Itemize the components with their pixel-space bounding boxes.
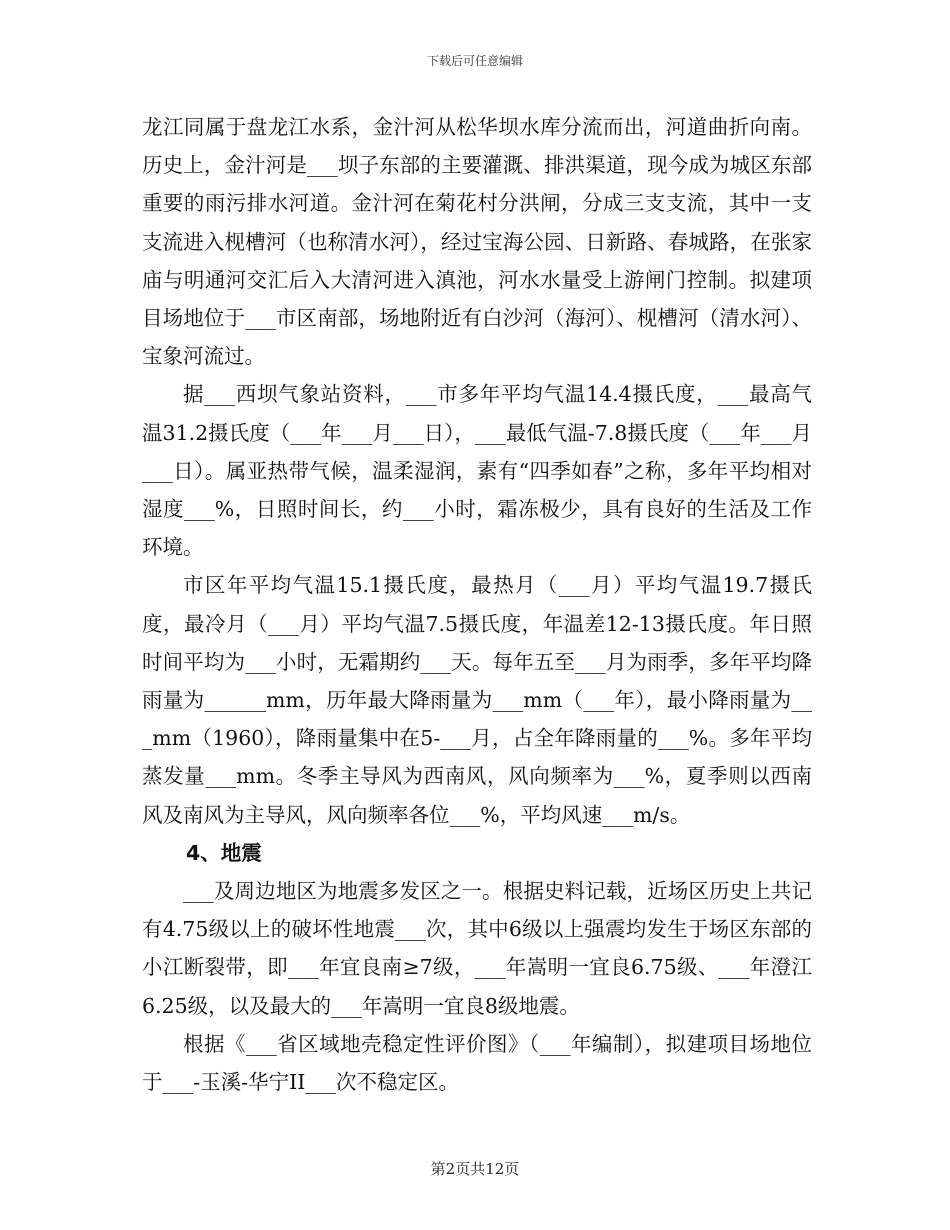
paragraph-earthquake-history: ___及周边地区为地震多发区之一。根据史料记载，近场区历史上共记有4.75级以上的破坏性地震___次，其中6级以上强震均发生于场区东部的小江断裂带，即___年宜良南≥7级，___年嵩明一宜良6.75级、___年澄江6.25级，以及最大的___年嵩明一宜良8级地震。 (142, 879, 812, 1018)
page-number-footer: 第2页共12页 (430, 1160, 520, 1178)
section-heading-earthquake: 4、地震 (186, 840, 262, 865)
header-edit-note: 下载后可任意编辑 (426, 54, 523, 68)
paragraph-crust-stability: 根据《___省区域地壳稳定性评价图》（___年编制），拟建项目场地位于___-玉溪-华宁II___次不稳定区。 (142, 1031, 812, 1095)
paragraph-river-system: 龙江同属于盘龙江水系，金汁河从松华坝水库分流而出，河道曲折向南。历史上，金汁河是___坝子东部的主要灌溉、排洪渠道，现今成为城区东部重要的雨污排水河道。金汁河在菊花村分洪闸，分成三支支流，其中一支支流进入枧槽河（也称清水河），经过宝海公园、日新路、春城路，在张家庙与明通河交汇后入大清河进入滇池，河水水量受上游闸门控制。拟建项目场地位于___市区南部，场地附近有白沙河（海河）、枧槽河（清水河）、宝象河流过。 (142, 115, 812, 369)
paragraph-climate-station: 据___西坝气象站资料，___市多年平均气温14.4摄氏度，___最高气温31.2摄氏度（___年___月___日），___最低气温-7.8摄氏度（___年___月___日）。属亚热带气候，温柔湿润，素有“四季如春”之称，多年平均相对湿度___%，日照时间长，约___小时，霜冻极少，具有良好的生活及工作环境。 (142, 382, 812, 560)
document-body (142, 108, 812, 1101)
paragraph-city-climate: 市区年平均气温15.1摄氏度，最热月（___月）平均气温19.7摄氏度，最冷月（___月）平均气温7.5摄氏度，年温差12-13摄氏度。年日照时间平均为___小时，无霜期约___天。每年五至___月为雨季，多年平均降雨量为______mm，历年最大降雨量为___mm（___年），最小降雨量为___mm（1960），降雨量集中在5-___月，占全年降雨量的___%。多年平均蒸发量___mm。冬季主导风为西南风，风向频率为___%，夏季则以西南风及南风为主导风，风向频率各位___%，平均风速___m/s。 (142, 573, 812, 827)
